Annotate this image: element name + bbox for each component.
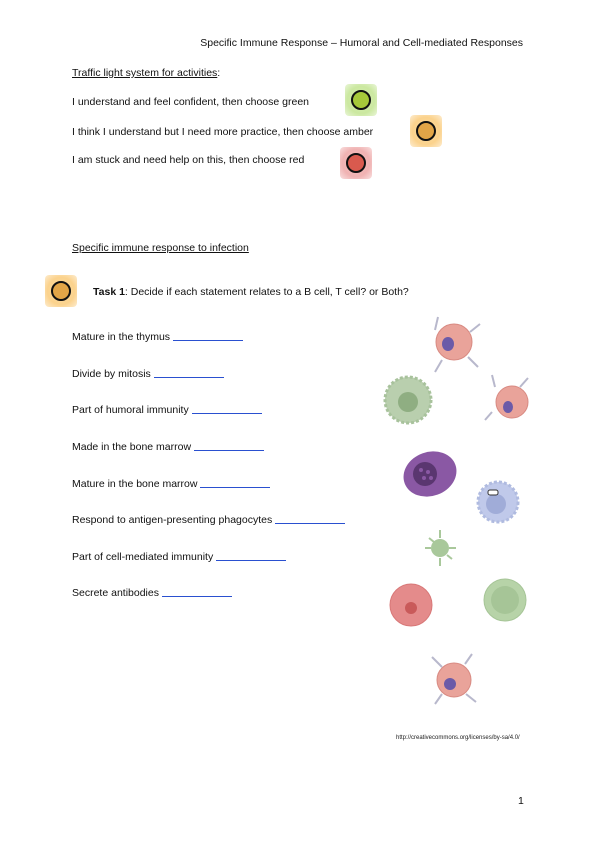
task-amber-light-icon [45,275,77,307]
statement-text: Divide by mitosis [72,368,151,380]
statement-item [72,331,243,343]
traffic-light-heading-text: Traffic light system for activities [72,67,218,79]
statement-text: Respond to antigen-presenting phagocytes [72,514,273,526]
statement-item [72,514,345,526]
statement-item [72,404,262,416]
answer-blank[interactable] [275,514,345,524]
statement-item [72,551,286,563]
memory-cell-icon [484,579,526,621]
plasma-cell-icon [390,584,432,626]
page-number: 1 [518,795,524,807]
macrophage-icon [385,377,431,423]
helper-t-cell-icon [485,375,528,420]
traffic-light-heading [72,67,220,79]
statement-text: Mature in the bone marrow [72,478,198,490]
answer-blank[interactable] [154,368,224,378]
heading-colon: : [217,67,221,79]
statement-text: Part of humoral immunity [72,404,189,416]
statement-item [72,587,232,599]
statement-text: Made in the bone marrow [72,441,192,453]
license-credit: http://creativecommons.org/licenses/by-sa/4.0/ [396,735,520,741]
task-label: Task 1 [93,286,125,298]
answer-blank[interactable] [194,441,264,451]
page-header: Specific Immune Response – Humoral and Cell-mediated Responses [200,37,523,49]
task-text: : Decide if each statement relates to a B cell, T cell? or Both? [124,286,409,298]
answer-blank[interactable] [173,331,243,341]
answer-blank[interactable] [216,551,286,561]
task-1-instruction [93,286,409,298]
section-heading: Specific immune response to infection [72,242,249,254]
amber-instruction: I think I understand but I need more practice, then choose amber [72,126,374,138]
statement-text: Mature in the thymus [72,331,171,343]
immune-cells-illustration [380,312,540,717]
b-cell-icon [478,482,518,522]
red-light-icon [340,147,372,179]
amber-light-icon [410,115,442,147]
statement-item [72,368,224,380]
activated-t-cell-icon [435,317,480,372]
statement-text: Part of cell-mediated immunity [72,551,214,563]
answer-blank[interactable] [192,404,262,414]
dendritic-cell-icon [425,530,456,566]
green-instruction: I understand and feel confident, then choose green [72,96,310,108]
answer-blank[interactable] [162,587,232,597]
statement-item [72,478,270,490]
answer-blank[interactable] [200,478,270,488]
statement-text: Secrete antibodies [72,587,159,599]
basophil-icon [397,444,463,504]
cytotoxic-t-cell-icon [432,654,476,704]
green-light-icon [345,84,377,116]
statement-item [72,441,264,453]
red-instruction: I am stuck and need help on this, then choose red [72,154,305,166]
